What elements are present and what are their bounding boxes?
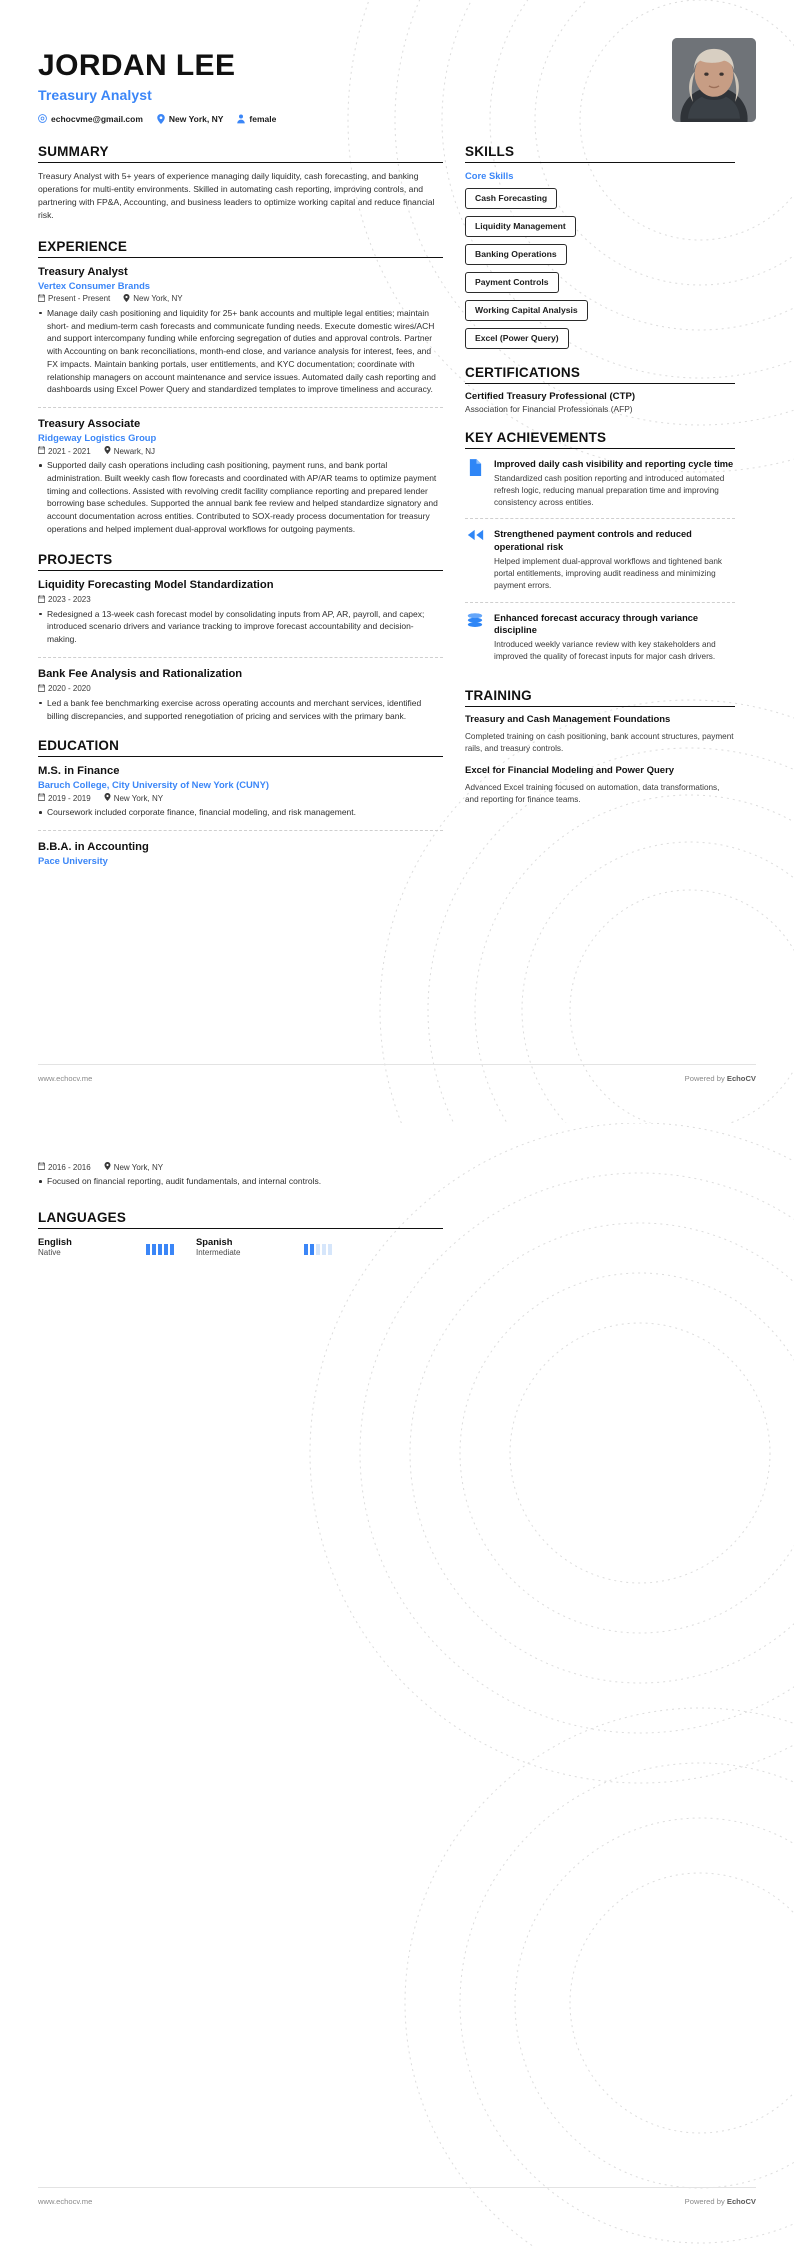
education-heading: EDUCATION: [38, 738, 120, 754]
education-location-text: New York, NY: [113, 793, 164, 803]
project-dates-text: 2023 - 2023: [48, 595, 91, 604]
skill-chip: Banking Operations: [465, 244, 567, 265]
projects-heading: PROJECTS: [38, 551, 113, 567]
languages-list: [38, 1236, 443, 1257]
training-desc: Advanced Excel training focused on automation, data transformations, and reporting for finance teams.: [465, 782, 720, 804]
achievement-desc: Standardized cash position reporting and introduced automated refresh logic, reducing manual preparation time and improving consistency across entities.: [494, 473, 725, 508]
person-icon: [237, 114, 245, 124]
left-column: [38, 144, 443, 883]
experience-dates-text: 2021 - 2021: [48, 446, 91, 456]
section-experience: [38, 239, 443, 536]
experience-dates: [38, 446, 91, 456]
language-name: English: [38, 1235, 72, 1247]
section-training: [465, 688, 735, 806]
skill-chip: Liquidity Management: [465, 216, 576, 237]
header-role: Treasury Analyst: [38, 86, 152, 103]
footer-brand-prefix: Powered by: [684, 1074, 727, 1083]
calendar-icon: [38, 793, 45, 803]
footer-brand: [685, 2197, 756, 2206]
project-dates: [38, 684, 91, 694]
divider: [465, 162, 735, 163]
section-certifications: [465, 365, 735, 414]
contact-gender: [237, 114, 276, 124]
resume-page-2: [0, 1123, 794, 2246]
experience-bullet: Manage daily cash positioning and liquidity for 25+ bank accounts and multiple legal entities; maintain short- and medium-term cash forecasts and communicate funding needs. Execute domestic wires/ACH and support intercompany funding while enforcing segregation of duties and approval controls. Partner with Accounting on bank reconciliations, month-end close, and variance analysis for interest, fees, and FX impacts. Maintain banking portals, user entitlements, and KYC documentation; coordinate with relationship managers on account maintenance and service issues. Automated daily cash reporting and dashboards using Excel Power Query and standardized templates to improve timeliness and accuracy.: [38, 307, 443, 396]
contact-list: [38, 114, 276, 124]
achievement-title: Enhanced forecast accuracy through variance discipline: [494, 612, 699, 635]
training-title: Excel for Financial Modeling and Power Query: [465, 765, 675, 777]
language-level: Native: [38, 1247, 61, 1257]
education-dates: [38, 793, 91, 803]
skill-chip: Working Capital Analysis: [465, 300, 588, 321]
project-dates: [38, 595, 91, 605]
footer-site[interactable]: www.echocv.me: [38, 1074, 93, 1083]
skills-chip-list: [465, 188, 735, 349]
skill-chip: Payment Controls: [465, 272, 559, 293]
page-footer: [38, 1074, 756, 1083]
location-pin-icon: [123, 294, 130, 304]
skill-chip: Excel (Power Query): [465, 328, 569, 349]
experience-location: [104, 446, 155, 456]
education-bullet: Focused on financial reporting, audit fundamentals, and internal controls.: [38, 1175, 443, 1188]
skill-chip: Cash Forecasting: [465, 188, 557, 209]
education-item-continued: [38, 1162, 443, 1188]
skills-heading: SKILLS: [465, 143, 515, 159]
skills-sub-label: Core Skills: [465, 169, 514, 181]
divider: [38, 1228, 443, 1229]
experience-location: [123, 294, 182, 304]
certification-org: Association for Financial Professionals (AFP): [465, 403, 633, 414]
page-title: JORDAN LEE: [38, 49, 236, 82]
achievement-item: [465, 456, 735, 519]
achievement-desc: Introduced weekly variance review with key stakeholders and improved the quality of forecast inputs for major cash drivers.: [494, 639, 716, 661]
experience-bullet: Supported daily cash operations including cash positioning, payment runs, and bank portal administration. Built weekly cash flow forecasts and coordinated with AP/AR teams to optimize payment timing and collections. Assisted with revolving credit facility compliance reporting and prepared lender borrowing base schedules. Supported the annual bank fee review and helped standardize signatory and account documentation across entities. Contributed to SOX-ready process documentation for treasury operations and helped implement dual-approval workflows for outgoing payments.: [38, 459, 443, 536]
contact-email-text: echocvme@gmail.com: [51, 113, 143, 124]
experience-location-text: New York, NY: [133, 294, 183, 304]
training-title: Treasury and Cash Management Foundations: [465, 714, 671, 726]
page-footer: [38, 2197, 756, 2206]
experience-org: Ridgeway Logistics Group: [38, 432, 157, 443]
location-pin-icon: [104, 793, 111, 803]
project-title: Liquidity Forecasting Model Standardization: [38, 578, 274, 591]
education-degree: M.S. in Finance: [38, 765, 120, 778]
footer-brand-name: EchoCV: [726, 1074, 756, 1083]
footer-brand-name: EchoCV: [726, 2197, 756, 2206]
certification-name: Certified Treasury Professional (CTP): [465, 390, 636, 402]
project-bullet: Led a bank fee benchmarking exercise across operating accounts and merchant services, identified billing discrepancies, and supported renegotiation of pricing and services with the primary bank.: [38, 697, 443, 723]
achievement-desc: Helped implement dual-approval workflows and tightened bank portal entitlements, improving audit readiness and minimizing payment errors.: [494, 556, 723, 591]
divider: [465, 706, 735, 707]
training-desc: Completed training on cash positioning, bank account structures, payment rails, and treasury controls.: [465, 731, 734, 753]
footer-site[interactable]: www.echocv.me: [38, 2197, 93, 2206]
footer-brand-prefix: Powered by: [684, 2197, 727, 2206]
rewind-icon: [465, 528, 485, 541]
calendar-icon: [38, 595, 45, 605]
divider: [38, 2187, 756, 2188]
language-item: [196, 1236, 332, 1257]
achievements-heading: KEY ACHIEVEMENTS: [465, 429, 607, 445]
education-item: [38, 840, 443, 866]
summary-heading: SUMMARY: [38, 143, 109, 159]
certifications-heading: CERTIFICATIONS: [465, 364, 581, 380]
languages-heading: LANGUAGES: [38, 1209, 127, 1225]
calendar-icon: [38, 1162, 45, 1172]
education-location: [104, 1162, 163, 1172]
location-pin-icon: [104, 1162, 111, 1172]
project-title: Bank Fee Analysis and Rationalization: [38, 667, 243, 680]
section-projects: [38, 552, 443, 723]
experience-title: Treasury Analyst: [38, 265, 128, 278]
education-dates: [38, 1162, 91, 1172]
location-pin-icon: [104, 446, 111, 456]
location-pin-icon: [157, 114, 165, 124]
project-bullet: Redesigned a 13-week cash forecast model by consolidating inputs from AP, AR, payroll, and capex; introduced scenario drivers and variance tracking to improve forecast accountability and decision-making.: [38, 608, 443, 646]
project-item: [38, 578, 443, 646]
language-level-bars: [146, 1244, 174, 1257]
language-level-bars: [304, 1244, 332, 1257]
section-education: [38, 738, 443, 866]
education-item: [38, 764, 443, 819]
resume-header: [0, 0, 794, 124]
divider: [465, 448, 735, 449]
divider: [38, 657, 443, 658]
education-location: [104, 793, 163, 803]
achievement-title: Strengthened payment controls and reduced operational risk: [494, 529, 692, 552]
summary-text: Treasury Analyst with 5+ years of experience managing daily liquidity, cash forecasting, and banking operations for multi-entity environments. Skilled in automating cash reporting, improving controls, and partnering with FP&A, Accounting, and business leaders to optimize working capital and reduce financial risk.: [38, 170, 435, 221]
experience-heading: EXPERIENCE: [38, 238, 128, 254]
decorative-arcs: [0, 1123, 794, 2246]
database-icon: [465, 612, 485, 630]
calendar-icon: [38, 294, 45, 304]
language-level: Intermediate: [196, 1247, 241, 1257]
language-name: Spanish: [196, 1235, 233, 1247]
experience-item: [38, 417, 443, 536]
education-degree: B.B.A. in Accounting: [38, 841, 149, 853]
divider: [38, 162, 443, 163]
training-item: [465, 765, 735, 806]
divider: [38, 570, 443, 571]
education-location-text: New York, NY: [113, 1162, 164, 1172]
experience-title: Treasury Associate: [38, 418, 141, 430]
divider: [38, 257, 443, 258]
experience-location-text: Newark, NJ: [113, 446, 156, 456]
education-school: Pace University: [38, 855, 108, 866]
contact-location-text: New York, NY: [168, 113, 224, 124]
education-school: Baruch College, City University of New York (CUNY): [38, 779, 269, 791]
section-languages: [38, 1210, 443, 1257]
section-key-achievements: [465, 430, 735, 673]
contact-gender-text: female: [249, 113, 277, 124]
project-item: [38, 667, 443, 723]
achievement-item: [465, 518, 735, 601]
training-item: [465, 714, 735, 755]
calendar-icon: [38, 446, 45, 456]
experience-dates-text: Present - Present: [48, 294, 111, 304]
achievement-title: Improved daily cash visibility and reporting cycle time: [494, 458, 734, 469]
left-column-page2: [38, 1159, 443, 1273]
avatar: [672, 38, 756, 122]
education-dates-text: 2019 - 2019: [48, 793, 91, 803]
experience-org: Vertex Consumer Brands: [38, 279, 151, 291]
divider: [38, 1064, 756, 1065]
section-summary: [38, 144, 443, 223]
training-heading: TRAINING: [465, 688, 532, 704]
right-column: [465, 144, 735, 823]
email-icon: [38, 114, 47, 123]
section-skills: [465, 144, 735, 349]
certification-item: [465, 391, 735, 414]
calendar-icon: [38, 684, 45, 694]
document-icon: [465, 458, 485, 476]
contact-email[interactable]: [38, 114, 143, 124]
experience-item: [38, 265, 443, 396]
language-item: [38, 1236, 174, 1257]
divider: [465, 383, 735, 384]
divider: [38, 407, 443, 408]
divider: [38, 830, 443, 831]
divider: [38, 756, 443, 757]
education-bullet: Coursework included corporate finance, financial modeling, and risk management.: [38, 806, 443, 819]
contact-location: [157, 114, 223, 124]
achievement-item: [465, 602, 735, 673]
footer-brand: [685, 1074, 756, 1083]
project-dates-text: 2020 - 2020: [48, 684, 91, 694]
education-dates-text: 2016 - 2016: [48, 1162, 91, 1172]
experience-dates: [38, 294, 110, 304]
